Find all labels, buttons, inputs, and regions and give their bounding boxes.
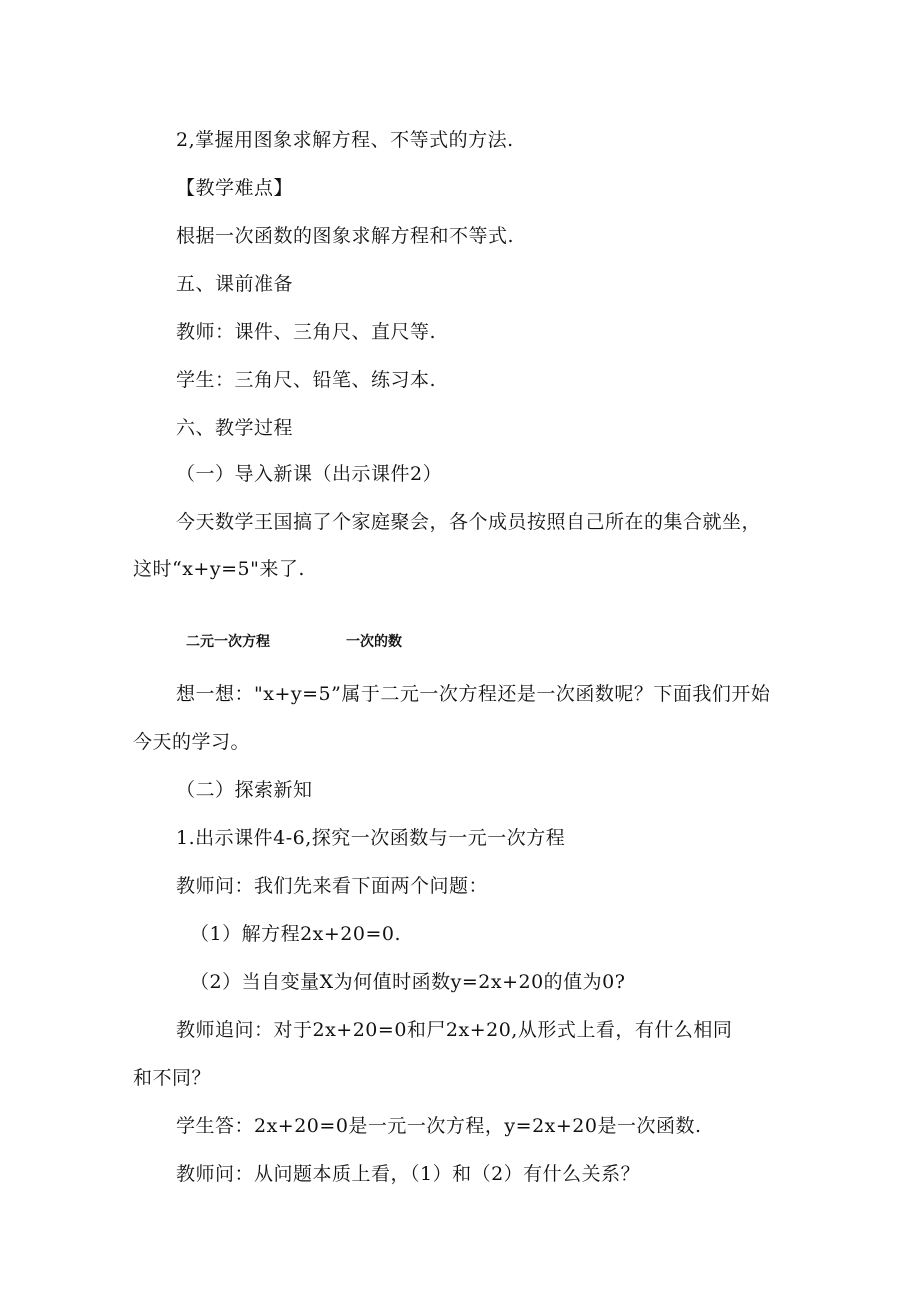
teacher-followup-line-2: 和不同？: [133, 1067, 212, 1089]
subsection-intro-heading: （一）导入新课（出示课件2）: [176, 463, 443, 485]
intro-paragraph-line-1: 今天数学王国搞了个家庭聚会，各个成员按照自己所在的集合就坐，: [176, 511, 762, 533]
figure-label-linear-equation: 二元一次方程: [186, 634, 270, 650]
teacher-followup-line-1: 教师追问：对于2x+20=0和尸2x+20,从形式上看，有什么相同: [176, 1019, 733, 1041]
teaching-difficulty-text: 根据一次函数的图象求解方程和不等式.: [176, 225, 515, 247]
figure-label-linear-function: 一次的数: [346, 634, 402, 650]
intro-paragraph-line-2: 这时“x+y=5"来了.: [133, 558, 305, 580]
objective-line-2: 2,掌握用图象求解方程、不等式的方法.: [176, 129, 514, 151]
teacher-question-2: 教师问：从问题本质上看，（1）和（2）有什么关系？: [176, 1163, 641, 1185]
think-prompt-line-2: 今天的学习。: [133, 731, 251, 753]
section-six-heading: 六、教学过程: [176, 417, 294, 439]
student-answer: 学生答：2x+20=0是一元一次方程，y=2x+20是一次函数.: [176, 1115, 702, 1137]
explore-item-1: 1.出示课件4-6,探究一次函数与一元一次方程: [176, 827, 566, 849]
section-five-heading: 五、课前准备: [176, 273, 294, 295]
problem-2: （2）当自变量X为何值时函数y=2x+20的值为0?: [190, 971, 626, 993]
problem-1: （1）解方程2x+20=0.: [190, 923, 402, 945]
teacher-preparation: 教师：课件、三角尺、直尺等.: [176, 321, 437, 343]
teaching-difficulty-heading: 【教学难点】: [176, 177, 294, 199]
student-preparation: 学生：三角尺、铅笔、练习本.: [176, 369, 437, 391]
subsection-explore-heading: （二）探索新知: [176, 779, 313, 801]
think-prompt-line-1: 想一想："x+y=5”属于二元一次方程还是一次函数呢？下面我们开始: [176, 683, 771, 705]
teacher-question-1: 教师问：我们先来看下面两个问题：: [176, 875, 489, 897]
